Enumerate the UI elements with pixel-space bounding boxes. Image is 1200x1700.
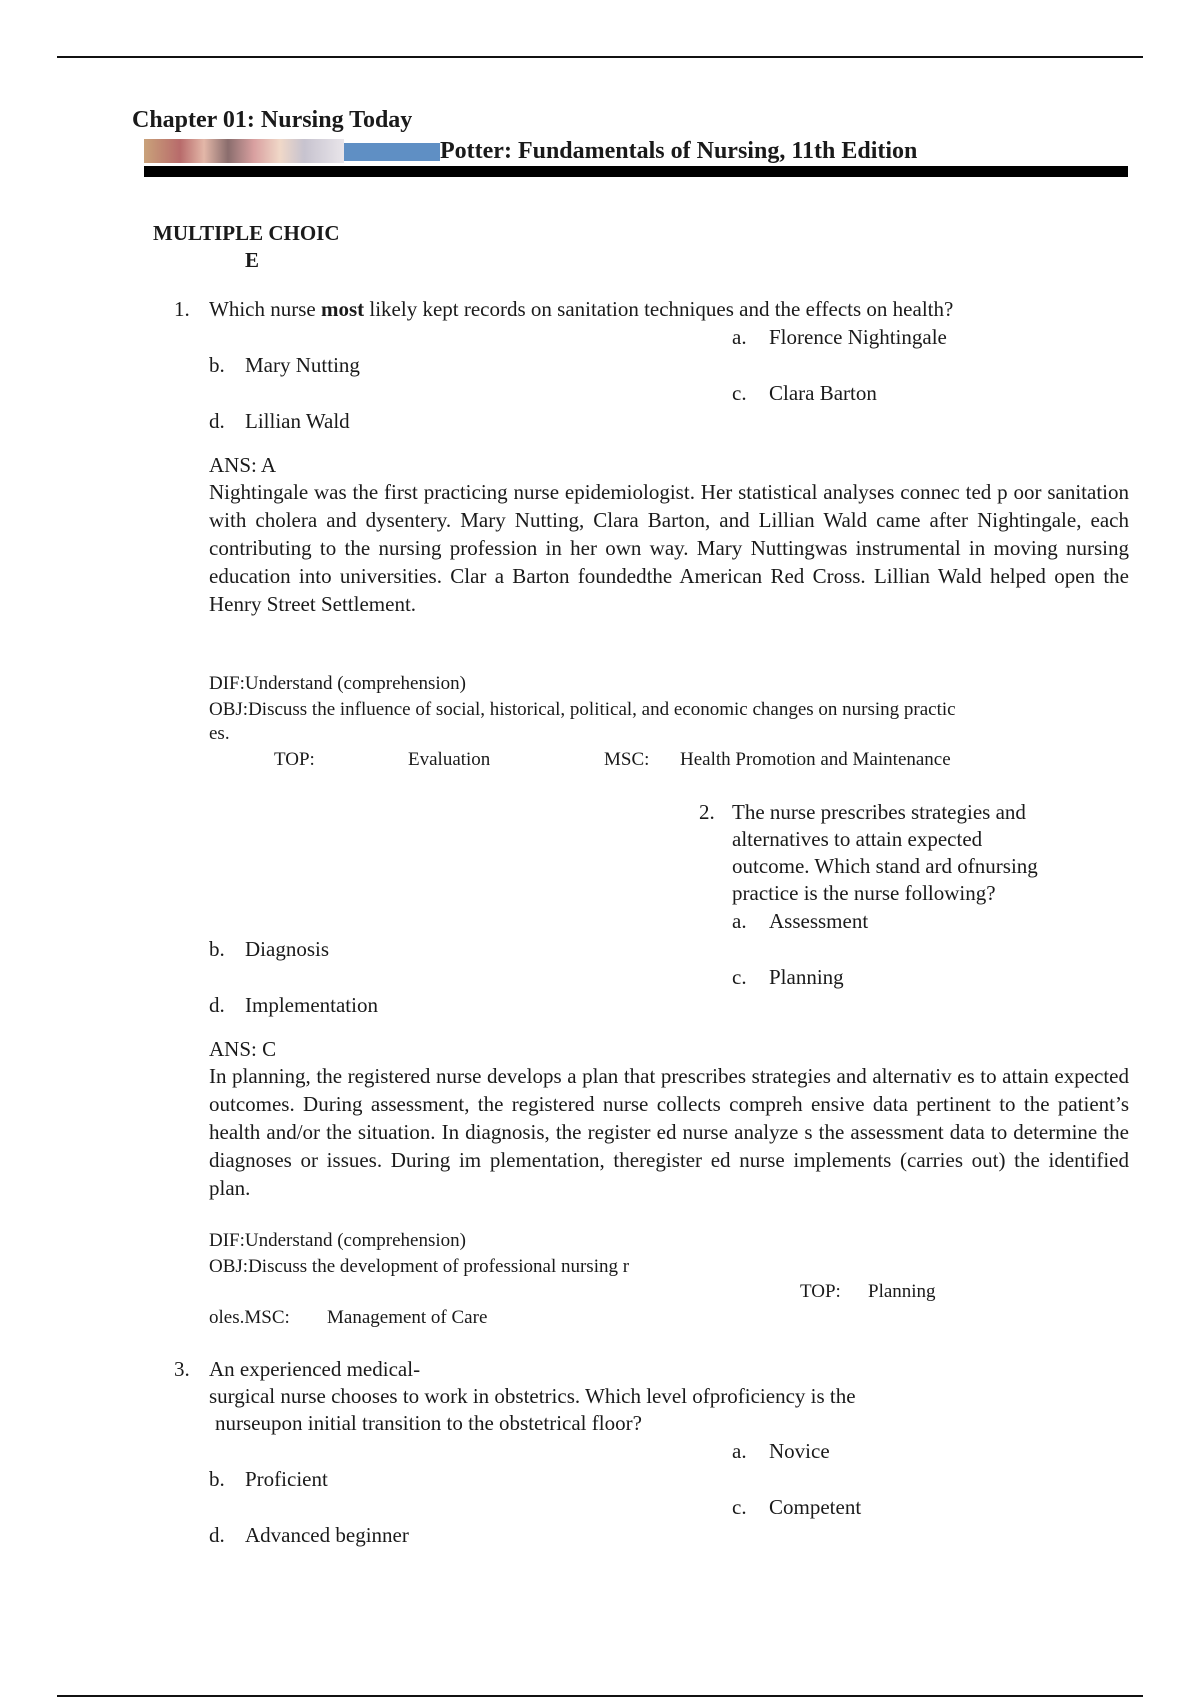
rationale: In planning, the registered nurse develops a plan that prescribes strategies and alternativ es to attain expected outcomes. During assessment, the registered nurse collects compreh ensive data pertinent to the patient’s health and/or the situation. In diagnosis, the register ed nurse analyze s the assessment data to determine the diagnoses or issues. During im plementation, theregister ed nurse implements (carries out) the identified plan. bbox=[209, 1064, 1129, 1200]
difficulty: DIF:Understand (comprehension) bbox=[209, 673, 466, 694]
blue-banner-bar bbox=[344, 143, 440, 161]
option-letter: a. bbox=[732, 1439, 747, 1463]
question-number: 2. bbox=[699, 800, 715, 824]
option-letter: b. bbox=[209, 937, 225, 961]
option-a: Novice bbox=[769, 1439, 830, 1463]
topic-value: Planning bbox=[868, 1281, 936, 1302]
banner-image bbox=[144, 139, 440, 163]
top-rule bbox=[57, 56, 1143, 58]
question-stem: Which nurse most likely kept records on sanitation techniques and the effects on health? bbox=[209, 297, 954, 321]
option-d: Implementation bbox=[245, 993, 378, 1017]
question-stem-line: outcome. Which stand ard ofnursing bbox=[732, 854, 1038, 878]
bottom-rule bbox=[57, 1695, 1143, 1697]
option-c: Clara Barton bbox=[769, 381, 877, 405]
rationale: Nightingale was the first practicing nurse epidemiologist. Her statistical analyses connec ted p oor sanitation with cholera and dysentery. Mary Nutting, Clara Barton, and Lillian Wald came after Nightingale, each contributing to the nursing profession in her own way. Mary Nuttingwas instrumental in moving nursing education into universities. Clar a Barton foundedthe American Red Cross. Lillian Wald helped open the Henry Street Settlement. bbox=[209, 480, 1129, 616]
option-b: Proficient bbox=[245, 1467, 328, 1491]
option-a: Florence Nightingale bbox=[769, 325, 947, 349]
difficulty: DIF:Understand (comprehension) bbox=[209, 1230, 466, 1251]
section-heading-line1: MULTIPLE CHOIC bbox=[153, 221, 340, 245]
objective-continued: es. bbox=[209, 723, 230, 744]
emphasis-word: most bbox=[320, 297, 365, 321]
topic-label: TOP: bbox=[800, 1281, 841, 1302]
option-letter: b. bbox=[209, 353, 225, 377]
chapter-title: Chapter 01: Nursing Today bbox=[132, 107, 413, 133]
topic-value: Evaluation bbox=[408, 749, 491, 770]
book-title: Potter: Fundamentals of Nursing, 11th Edition bbox=[440, 138, 918, 164]
option-c: Competent bbox=[769, 1495, 862, 1519]
question-stem-line: The nurse prescribes strategies and bbox=[732, 800, 1026, 824]
option-letter: a. bbox=[732, 325, 747, 349]
answer-key: ANS: A bbox=[209, 453, 277, 477]
objective: OBJ:Discuss the influence of social, historical, political, and economic changes on nursing practic bbox=[209, 699, 956, 720]
objective: OBJ:Discuss the development of professional nursing r bbox=[209, 1256, 630, 1277]
option-letter: b. bbox=[209, 1467, 225, 1491]
option-b: Diagnosis bbox=[245, 937, 329, 961]
msc-value: Health Promotion and Maintenance bbox=[680, 749, 951, 770]
header-thick-rule bbox=[144, 166, 1128, 177]
option-letter: c. bbox=[732, 381, 747, 405]
question-stem-line: alternatives to attain expected bbox=[732, 827, 983, 851]
option-d: Lillian Wald bbox=[245, 409, 350, 433]
section-heading-line2: E bbox=[245, 248, 260, 272]
option-letter: c. bbox=[732, 1495, 747, 1519]
objective-continued: oles.MSC: bbox=[209, 1307, 290, 1328]
option-letter: c. bbox=[732, 965, 747, 989]
question-stem-line: practice is the nurse following? bbox=[732, 881, 996, 905]
question-stem-line: An experienced medical- bbox=[209, 1357, 421, 1381]
question-stem-line: surgical nurse chooses to work in obstetrics. Which level ofproficiency is the bbox=[209, 1384, 856, 1408]
option-letter: d. bbox=[209, 993, 225, 1017]
msc-value: Management of Care bbox=[327, 1307, 488, 1328]
section-heading bbox=[153, 220, 373, 274]
option-letter: d. bbox=[209, 409, 225, 433]
msc-label: MSC: bbox=[604, 749, 650, 770]
option-d: Advanced beginner bbox=[245, 1523, 409, 1547]
option-c: Planning bbox=[769, 965, 844, 989]
flower-banner-graphic bbox=[144, 139, 344, 163]
option-letter: a. bbox=[732, 909, 747, 933]
question-stem-line: nurseupon initial transition to the obstetrical floor? bbox=[215, 1411, 642, 1435]
topic-label: TOP: bbox=[274, 749, 315, 770]
answer-key: ANS: C bbox=[209, 1037, 277, 1061]
option-letter: d. bbox=[209, 1523, 225, 1547]
option-b: Mary Nutting bbox=[245, 353, 360, 377]
question-number: 1. bbox=[174, 297, 190, 321]
question-number: 3. bbox=[174, 1357, 190, 1381]
option-a: Assessment bbox=[769, 909, 869, 933]
